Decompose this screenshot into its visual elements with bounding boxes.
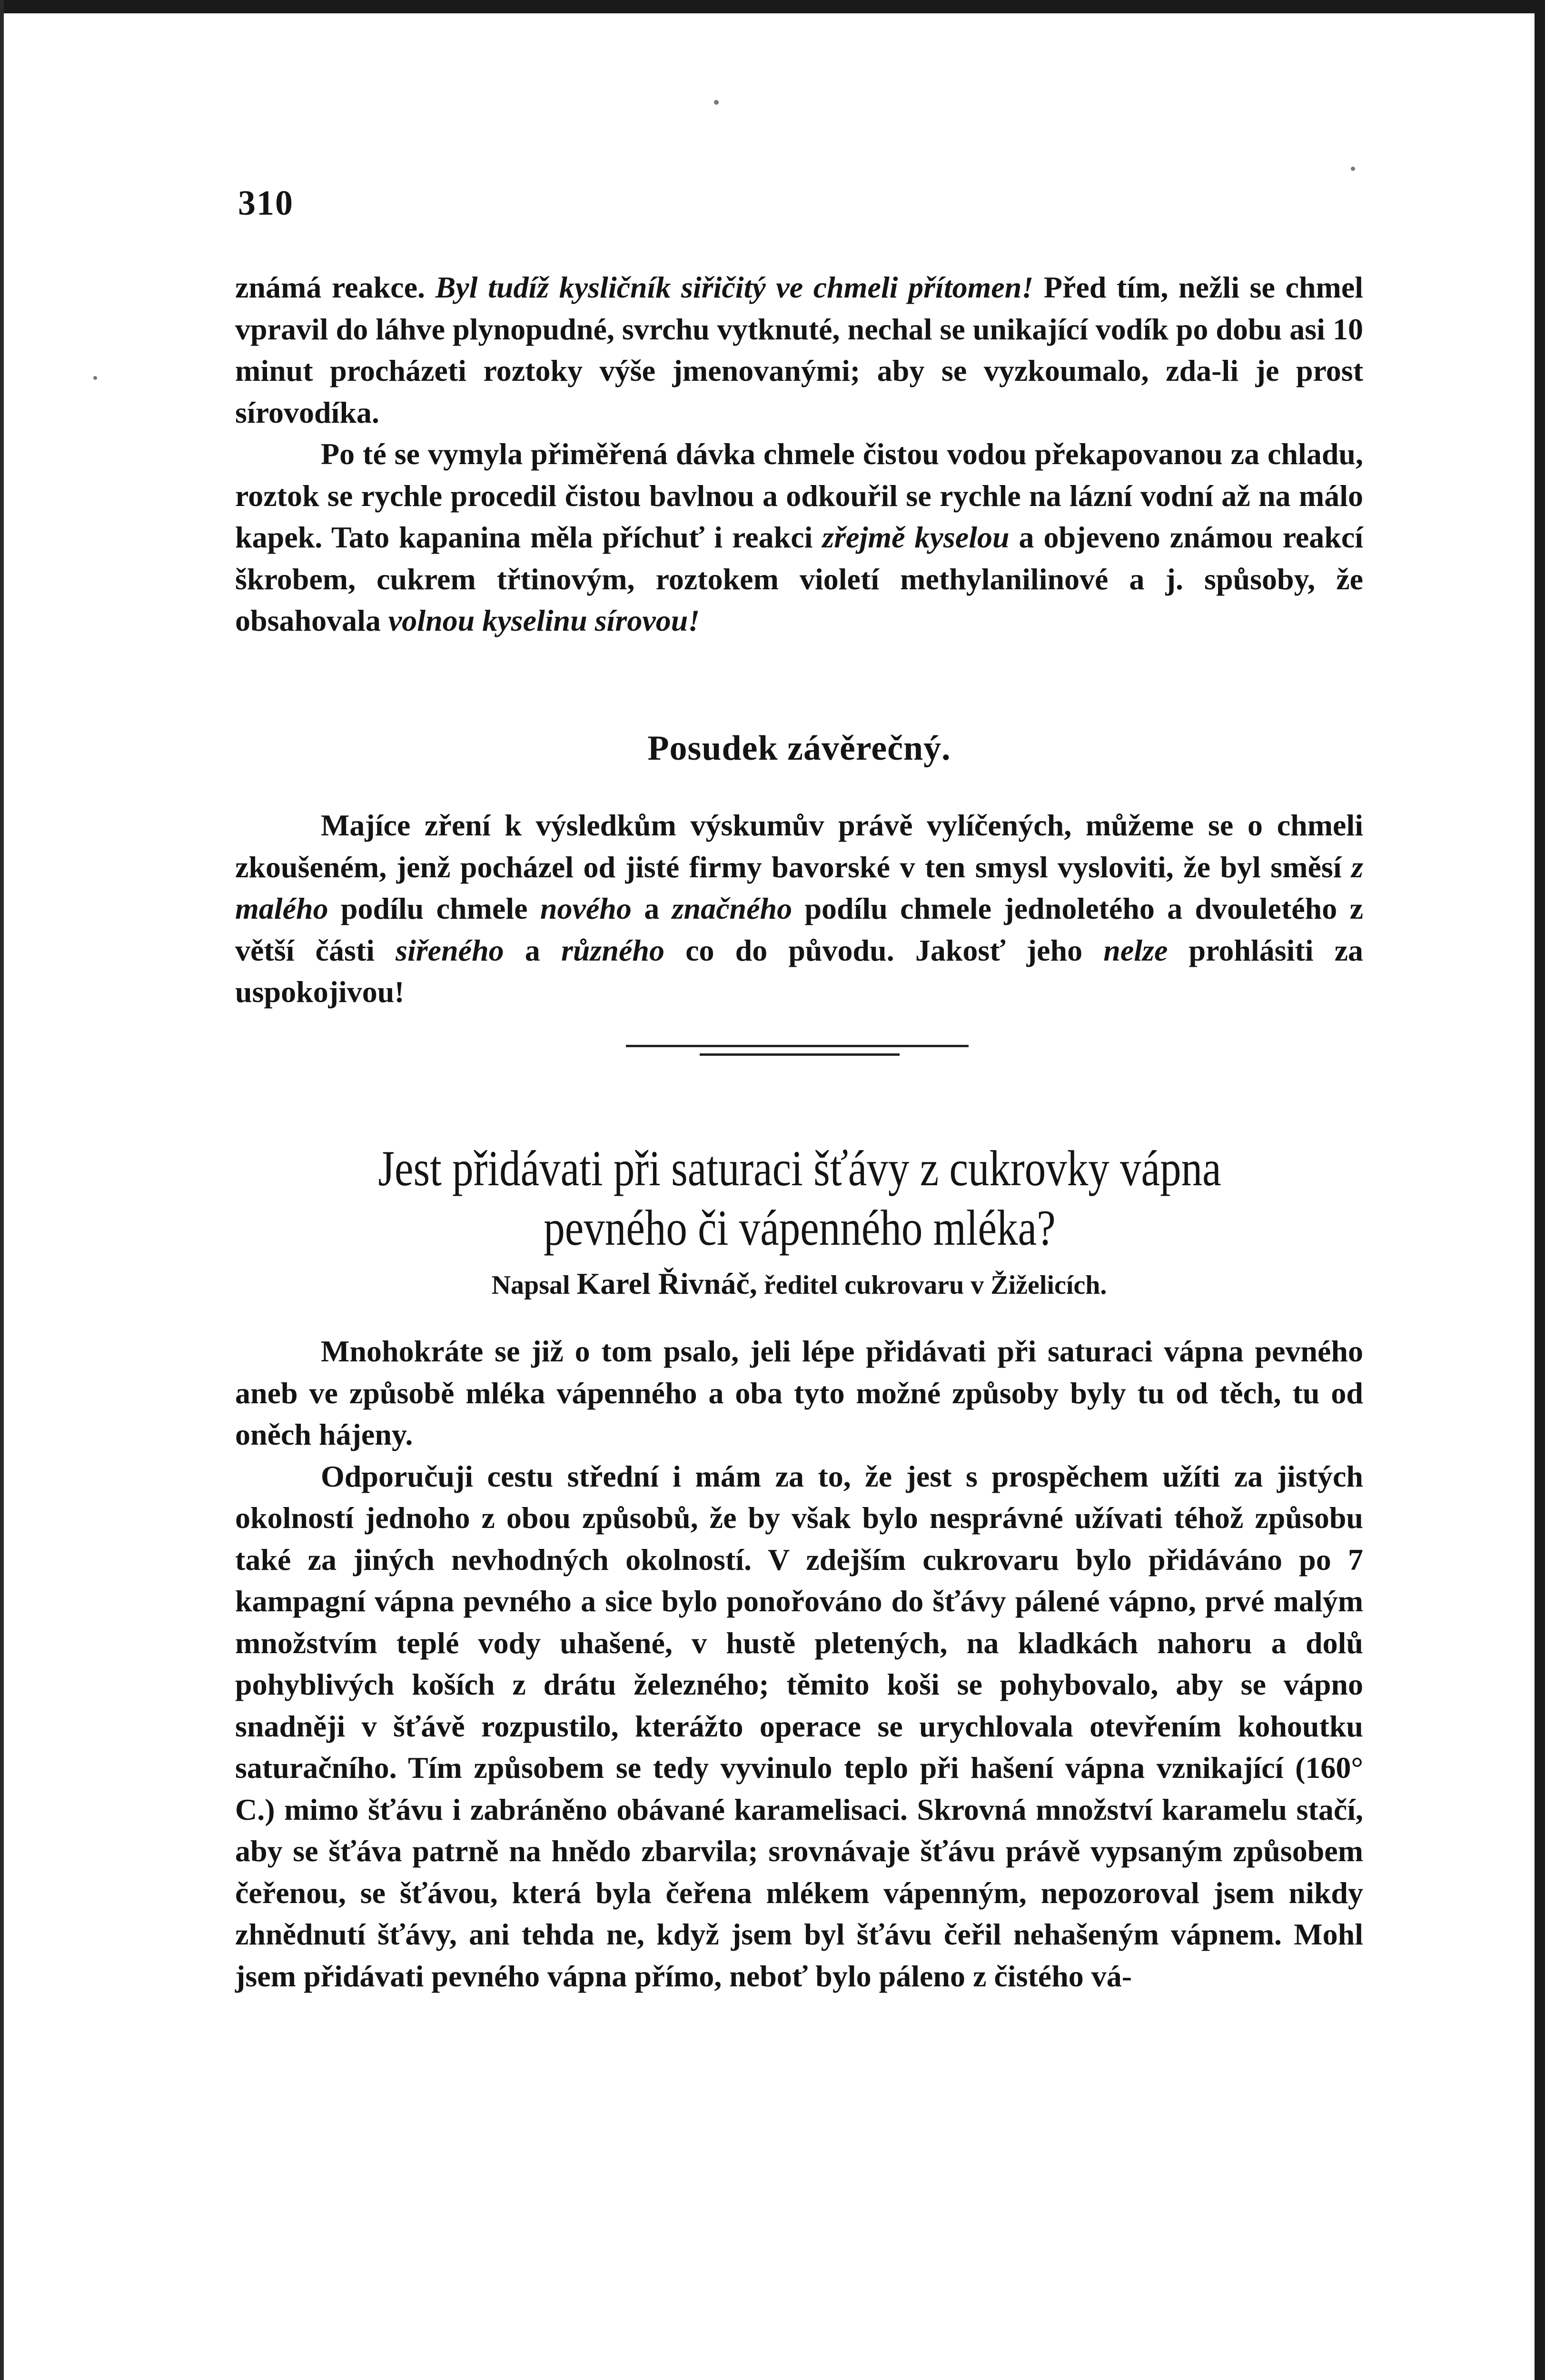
scan-speck	[1351, 167, 1355, 171]
article-title: pevného či vápenného mléka?	[544, 1200, 1056, 1256]
emphasis: volnou kyselinu sírovou!	[388, 604, 700, 637]
scan-speck	[93, 376, 97, 380]
scan-edge-left	[0, 0, 4, 2380]
paragraph: Odporučuji cestu střední i mám za to, že jest s prospěchem užíti za jistých okolností jednoho z obou způsobů, že by však bylo nesprávné užívati téhož způsobu také za jiných nevhodných okolností. V zdejším cukrovaru bylo přidáváno po 7 kampagní vápna pevného a sice bylo ponořováno do šťávy pálené vápno, prvé malým množstvím teplé vody uhašené, v hustě pletených, na kladkách nahoru a dolů pohyblivých koších z drátu železného; těmito koši se pohybovalo, aby se vápno snadněji v šťávě rozpustilo, kterážto operace se urychlovala otevřením kohoutku saturačního. Tím způsobem se tedy vyvinulo teplo při hašení vápna vznikající (160° C.) mimo šťávu i zabráněno obávané karamelisaci. Skrovná množství karamelu stačí, aby se šťáva patrně na hnědo zbarvila; srovnávaje šťávu právě vypsaným způsobem čeřenou, se šťávou, která byla čeřena mlékem vápenným, nepozoroval jsem nikdy zhnědnutí šťávy, ani tehda ne, když jsem byl šťávu čeřil nehašeným vápnem. Mohl jsem přidávati pevného vápna přímo, neboť bylo páleno z čistého vá-	[235, 1459, 1363, 1993]
paragraph: Majíce zření k výsledkům výskumův právě vylíčených, můžeme se o chmeli zkoušeném, jenž pocházel od jisté firmy bavorské v ten smysl vysloviti, že byl směsí z malého podílu chmele nového a značného podílu chmele jednoletého a dvouletého z větší části siřeného a různého co do původu. Jakosť jeho nelze prohlásiti za uspokojivou!	[235, 808, 1364, 1009]
section-divider	[626, 1045, 969, 1047]
article-text	[235, 1330, 1363, 1997]
emphasis: zřejmě kyselou	[822, 520, 1010, 554]
article-byline: Napsal Karel Řivnáč, ředitel cukrovaru v Žiželicích.	[491, 1267, 1107, 1300]
emphasis: Byl tudíž kysličník siřičitý ve chmeli přítomen!	[435, 270, 1034, 304]
scan-edge-top	[0, 0, 1545, 13]
paragraph: známá reakce. Byl tudíž kysličník siřičitý ve chmeli přítomen! Před tím, nežli se chmel vpravil do láhve plynopudné, svrchu vytknuté, nechal se unikající vodík po dobu asi 10 minut procházeti roztoky výše jmenovanými; aby se vyzkoumalo, zda-li je prost sírovodíka.	[235, 270, 1364, 429]
author-name: Karel Řivnáč,	[576, 1267, 757, 1300]
paragraph: Po té se vymyla přiměřená dávka chmele čistou vodou překapovanou za chladu, roztok se rychle procedil čistou bavlnou a odkouřil se rychle na lázní vodní až na málo kapek. Tato kapanina měla příchuť i reakci zřejmě kyselou a objeveno známou reakcí škrobem, cukrem třtinovým, roztokem violetí methylanilinové a j. spůsoby, že obsahovala volnou kyselinu sírovou!	[235, 437, 1364, 637]
page-number: 310	[238, 184, 294, 223]
closing-heading: Posudek závěrečný.	[647, 729, 951, 768]
closing-text	[235, 804, 1363, 1013]
paragraph: Mnohokráte se již o tom psalo, jeli lépe přidávati při saturaci vápna pevného aneb ve způsobě mléka vápenného a oba tyto možné způsoby byly tu od těch, tu od oněch hájeny.	[235, 1334, 1363, 1451]
section-divider	[700, 1053, 900, 1056]
article-title: Jest přidávati při saturaci šťávy z cukrovky vápna	[378, 1140, 1221, 1196]
scan-edge-right	[1535, 0, 1545, 2380]
scan-speck	[714, 100, 719, 105]
section-1-text	[235, 267, 1363, 642]
